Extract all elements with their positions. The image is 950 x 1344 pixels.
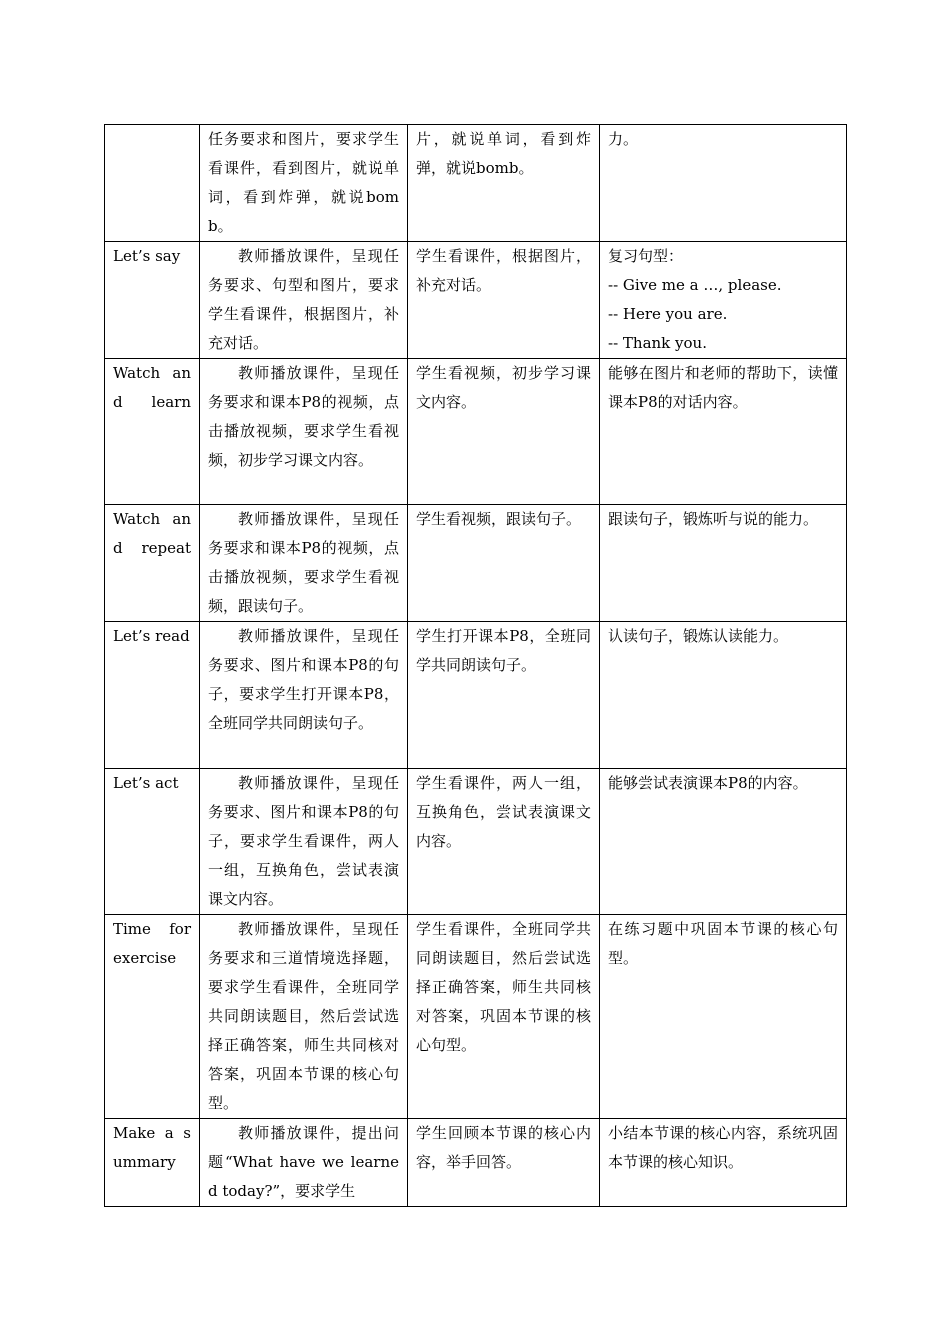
student-activity-cell: 学生看课件，两人一组，互换角色，尝试表演课文内容。 <box>408 769 600 915</box>
teacher-activity-cell: 教师播放课件，提出问题“What have we learned today?”，要求学生 <box>200 1119 408 1207</box>
step-cell: Let’s read <box>105 622 200 769</box>
lesson-plan-table <box>104 124 847 1207</box>
table-row <box>105 242 847 359</box>
step-cell <box>105 125 200 242</box>
table-row <box>105 505 847 622</box>
table-row <box>105 359 847 505</box>
step-cell: Let’s act <box>105 769 200 915</box>
student-activity-cell: 学生看视频，跟读句子。 <box>408 505 600 622</box>
step-cell: Watch and repeat <box>105 505 200 622</box>
purpose-cell: 能够尝试表演课本P8的内容。 <box>600 769 847 915</box>
teacher-activity-cell: 教师播放课件，呈现任务要求、句型和图片，要求学生看课件，根据图片，补充对话。 <box>200 242 408 359</box>
table-row <box>105 125 847 242</box>
student-activity-cell: 片，就说单词，看到炸弹，就说bomb。 <box>408 125 600 242</box>
student-activity-cell: 学生看课件，全班同学共同朗读题目，然后尝试选择正确答案，师生共同核对答案，巩固本节课的核心句型。 <box>408 915 600 1119</box>
step-cell: Time for exercise <box>105 915 200 1119</box>
student-activity-cell: 学生看课件，根据图片，补充对话。 <box>408 242 600 359</box>
teacher-activity-cell: 教师播放课件，呈现任务要求、图片和课本P8的句子，要求学生看课件，两人一组，互换角色，尝试表演课文内容。 <box>200 769 408 915</box>
student-activity-cell: 学生看视频，初步学习课文内容。 <box>408 359 600 505</box>
table-row <box>105 915 847 1119</box>
teacher-activity-cell: 任务要求和图片，要求学生看课件，看到图片，就说单词，看到炸弹，就说bomb。 <box>200 125 408 242</box>
purpose-cell: 在练习题中巩固本节课的核心句型。 <box>600 915 847 1119</box>
table-row <box>105 1119 847 1207</box>
purpose-cell: 力。 <box>600 125 847 242</box>
teacher-activity-cell: 教师播放课件，呈现任务要求和三道情境选择题，要求学生看课件，全班同学共同朗读题目，然后尝试选择正确答案，师生共同核对答案，巩固本节课的核心句型。 <box>200 915 408 1119</box>
purpose-cell: 跟读句子，锻炼听与说的能力。 <box>600 505 847 622</box>
table-row <box>105 769 847 915</box>
teacher-activity-cell: 教师播放课件，呈现任务要求、图片和课本P8的句子，要求学生打开课本P8，全班同学共同朗读句子。 <box>200 622 408 769</box>
step-cell: Watch and learn <box>105 359 200 505</box>
table-row <box>105 622 847 769</box>
teacher-activity-cell: 教师播放课件，呈现任务要求和课本P8的视频，点击播放视频，要求学生看视频，跟读句子。 <box>200 505 408 622</box>
purpose-cell: 认读句子，锻炼认读能力。 <box>600 622 847 769</box>
purpose-cell: 能够在图片和老师的帮助下，读懂课本P8的对话内容。 <box>600 359 847 505</box>
step-cell: Make a summary <box>105 1119 200 1207</box>
purpose-cell: 小结本节课的核心内容，系统巩固本节课的核心知识。 <box>600 1119 847 1207</box>
student-activity-cell: 学生回顾本节课的核心内容，举手回答。 <box>408 1119 600 1207</box>
student-activity-cell: 学生打开课本P8，全班同学共同朗读句子。 <box>408 622 600 769</box>
teacher-activity-cell: 教师播放课件，呈现任务要求和课本P8的视频，点击播放视频，要求学生看视频，初步学习课文内容。 <box>200 359 408 505</box>
step-cell: Let’s say <box>105 242 200 359</box>
purpose-cell: 复习句型： -- Give me a …, please. -- Here you are. -- Thank you. <box>600 242 847 359</box>
